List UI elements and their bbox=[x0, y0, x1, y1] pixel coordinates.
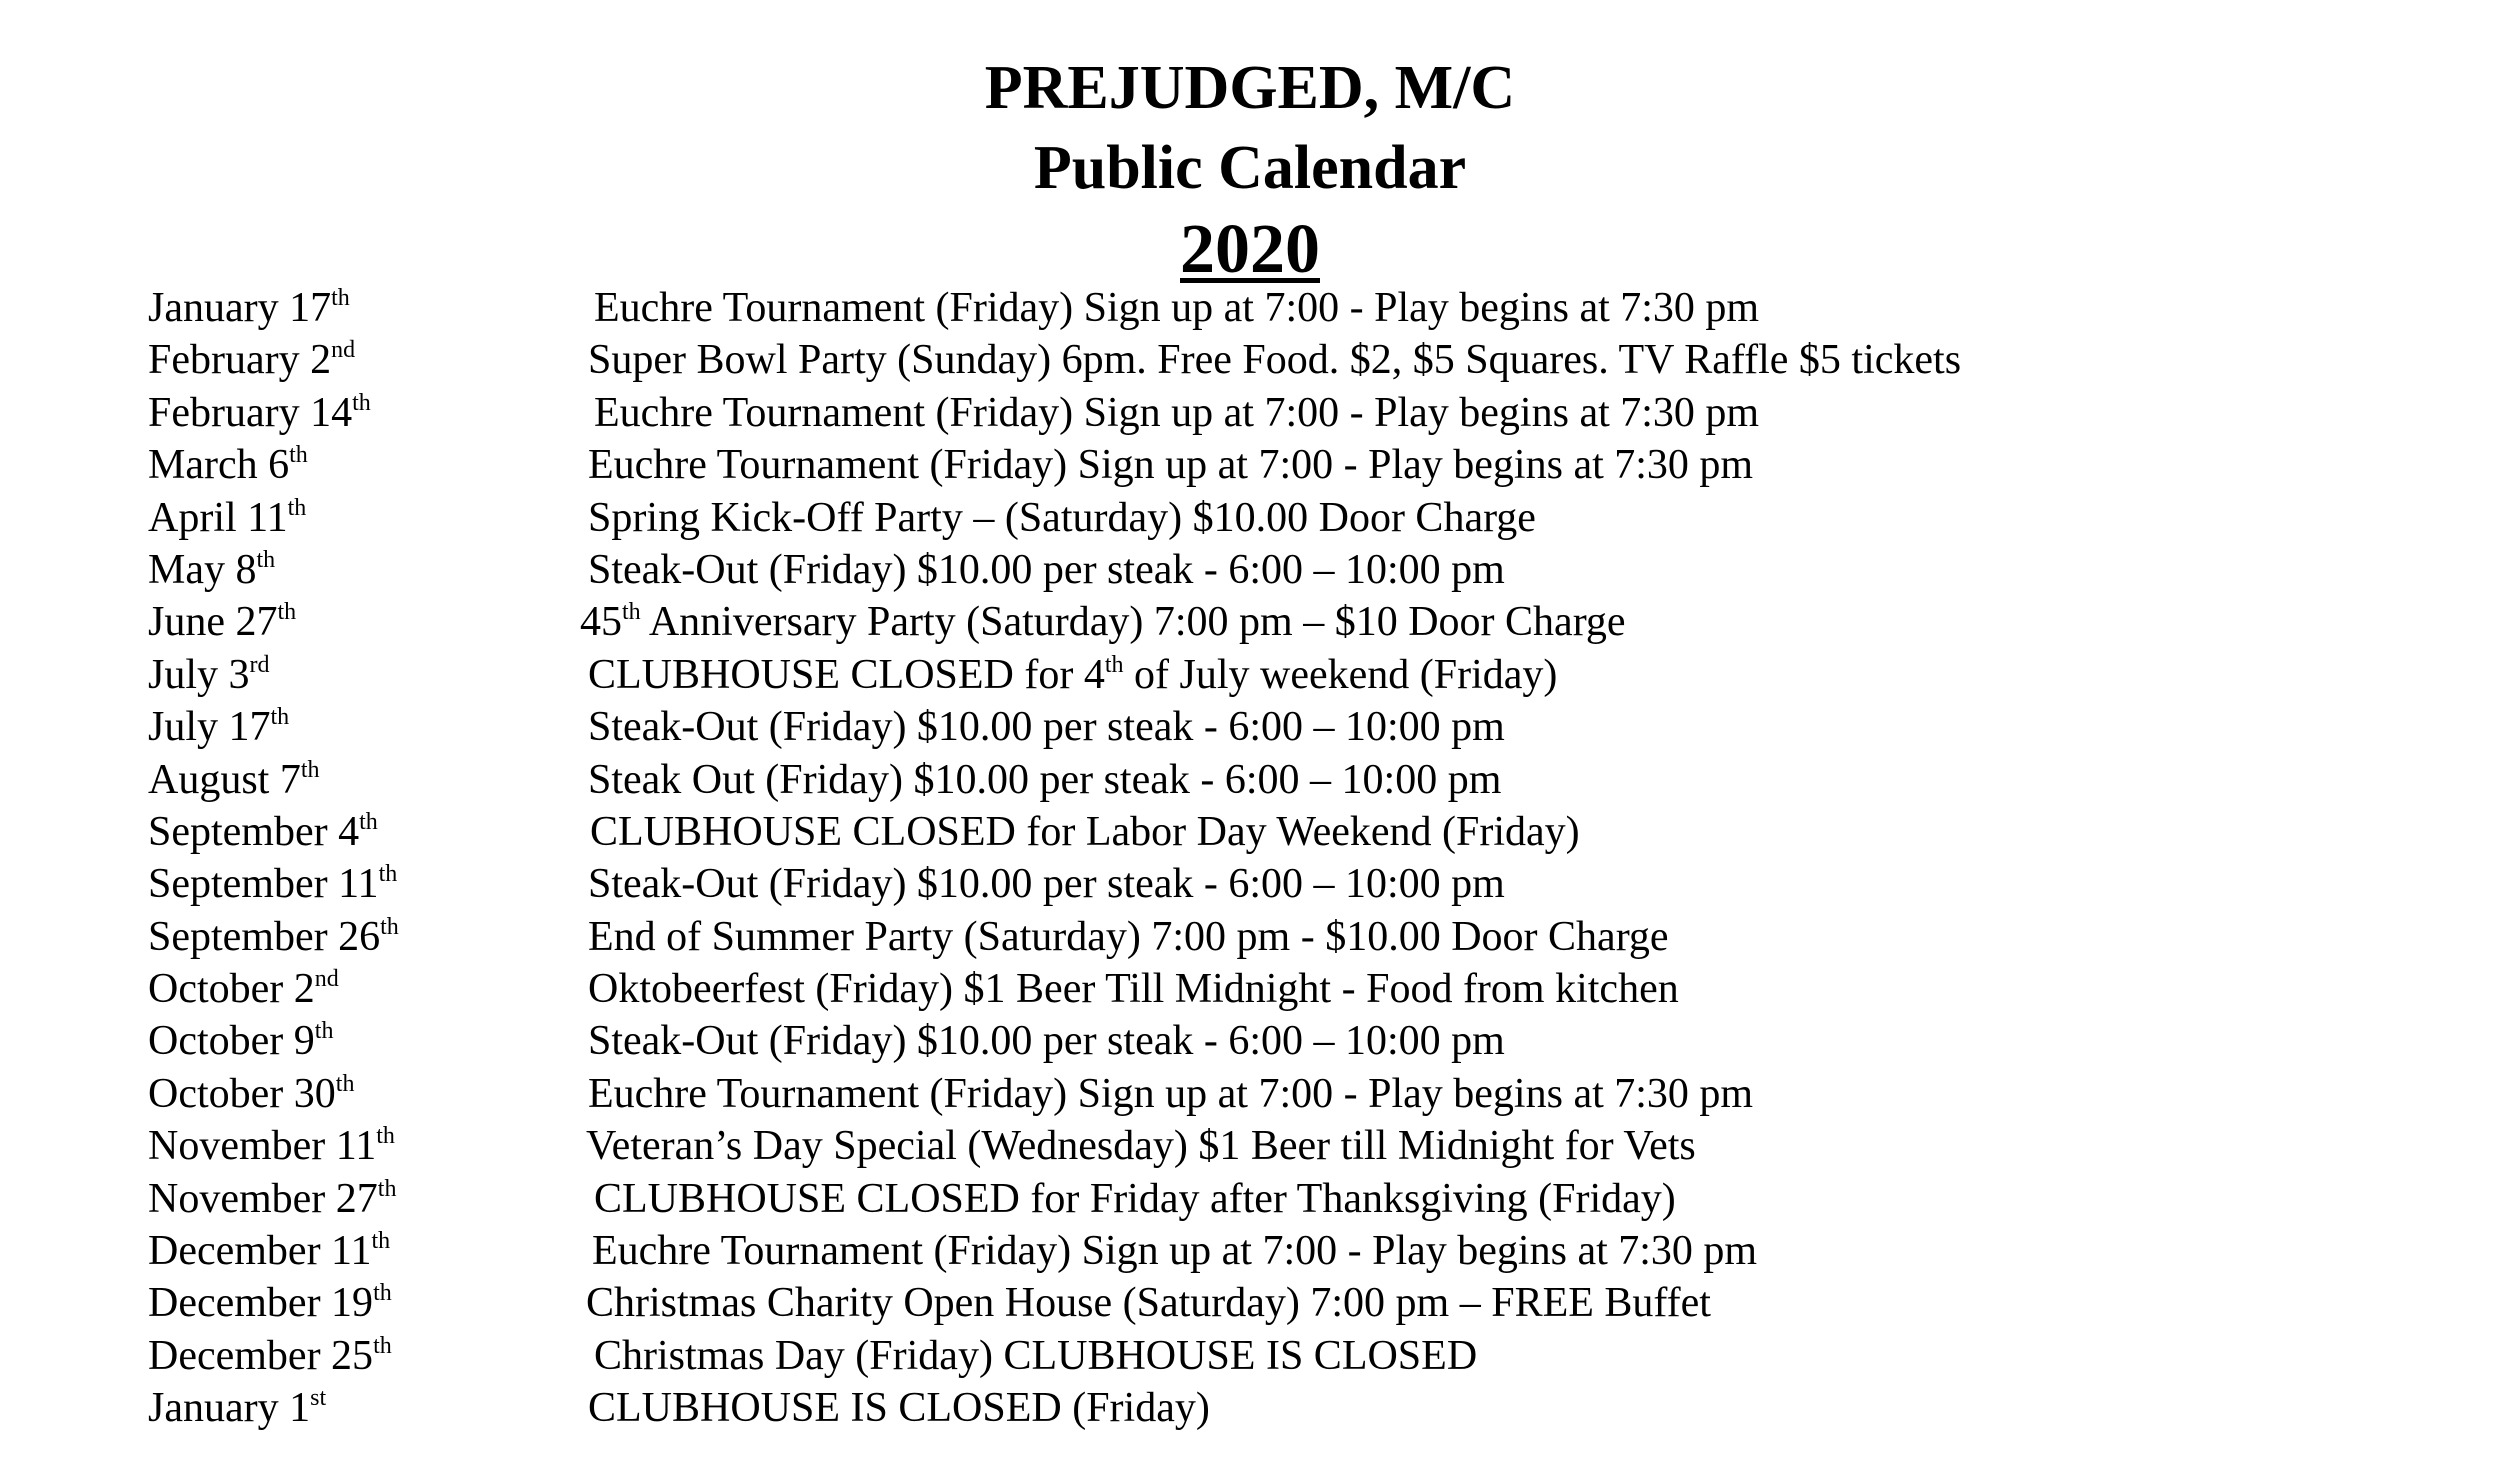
event-row bbox=[148, 387, 2448, 439]
event-row bbox=[148, 911, 2448, 963]
event-row bbox=[148, 439, 2448, 491]
event-description bbox=[586, 1120, 1696, 1172]
event-description-text: CLUBHOUSE IS CLOSED (Friday) bbox=[588, 1385, 1210, 1432]
event-date-text: September 26 bbox=[148, 913, 381, 960]
event-row bbox=[148, 492, 2448, 544]
event-date-text: September 11 bbox=[148, 861, 379, 908]
event-row bbox=[148, 1068, 2448, 1120]
event-description bbox=[592, 1225, 1757, 1277]
event-description bbox=[588, 701, 1505, 753]
event-date-text: July 3 bbox=[148, 651, 250, 698]
event-description-text: End of Summer Party (Saturday) 7:00 pm - $10.00 Door Charge bbox=[588, 913, 1669, 960]
event-description bbox=[588, 334, 1961, 386]
event-date-suffix: st bbox=[310, 1385, 327, 1412]
event-row bbox=[148, 754, 2448, 806]
event-row bbox=[148, 544, 2448, 596]
calendar-year: 2020 bbox=[1180, 211, 1320, 288]
event-description bbox=[586, 1277, 1711, 1329]
event-description-text: Euchre Tournament (Friday) Sign up at 7:00 - Play begins at 7:30 pm bbox=[588, 442, 1754, 489]
event-date-text: September 4 bbox=[148, 808, 360, 855]
event-date bbox=[148, 1277, 392, 1329]
event-date-suffix: th bbox=[378, 861, 398, 888]
event-date-text: March 6 bbox=[148, 442, 290, 489]
calendar-subtitle: Public Calendar bbox=[1033, 134, 1467, 202]
event-description-text: Spring Kick-Off Party – (Saturday) $10.00 Door Charge bbox=[588, 494, 1536, 541]
event-date-suffix: th bbox=[270, 704, 290, 731]
event-description bbox=[588, 911, 1669, 963]
event-date bbox=[148, 596, 296, 648]
calendar-header bbox=[0, 48, 2500, 292]
event-description-text: Veteran’s Day Special (Wednesday) $1 Beer till Midnight for Vets bbox=[586, 1123, 1696, 1170]
event-date-suffix: th bbox=[376, 1123, 395, 1150]
event-date-text: July 17 bbox=[148, 704, 271, 751]
event-date bbox=[148, 858, 397, 910]
event-description-text: Christmas Charity Open House (Saturday) 7:00 pm – FREE Buffet bbox=[586, 1280, 1711, 1327]
event-description bbox=[588, 492, 1536, 544]
event-date-suffix: th bbox=[373, 1280, 392, 1307]
event-description bbox=[594, 1173, 1676, 1225]
event-date bbox=[148, 649, 270, 701]
event-description bbox=[588, 1068, 1753, 1120]
event-row bbox=[148, 963, 2448, 1015]
event-description bbox=[594, 1330, 1477, 1382]
event-description-suffix: th bbox=[1104, 651, 1124, 678]
event-date-text: November 11 bbox=[148, 1123, 377, 1170]
event-date-suffix: th bbox=[373, 1332, 392, 1359]
event-date-suffix: th bbox=[289, 442, 308, 469]
event-date-suffix: rd bbox=[249, 651, 270, 678]
event-date bbox=[148, 754, 320, 806]
event-description bbox=[588, 858, 1505, 910]
event-date bbox=[148, 911, 399, 963]
event-date bbox=[148, 334, 355, 386]
event-row bbox=[148, 334, 2448, 386]
event-date-suffix: nd bbox=[331, 337, 356, 364]
event-date-text: June 27 bbox=[148, 599, 278, 646]
event-description bbox=[588, 754, 1501, 806]
event-date-suffix: th bbox=[377, 1175, 397, 1202]
event-date-text: October 30 bbox=[148, 1070, 336, 1117]
event-date-suffix: th bbox=[352, 389, 371, 416]
event-date-suffix: th bbox=[371, 1228, 391, 1255]
event-description-text: CLUBHOUSE CLOSED for Friday after Thanksgiving (Friday) bbox=[594, 1175, 1676, 1222]
event-description-text: CLUBHOUSE CLOSED for Labor Day Weekend (Friday) bbox=[590, 808, 1580, 855]
event-description bbox=[594, 282, 1759, 334]
event-description-text: CLUBHOUSE CLOSED for 4 bbox=[588, 651, 1105, 698]
event-row bbox=[148, 858, 2448, 910]
event-description bbox=[588, 1382, 1210, 1434]
event-description-text: Euchre Tournament (Friday) Sign up at 7:00 - Play begins at 7:30 pm bbox=[594, 389, 1760, 436]
event-date-text: October 9 bbox=[148, 1018, 315, 1065]
event-description bbox=[588, 544, 1505, 596]
event-date bbox=[148, 1015, 333, 1067]
event-row bbox=[148, 806, 2448, 858]
event-description bbox=[588, 439, 1753, 491]
event-date bbox=[148, 1382, 326, 1434]
event-row bbox=[148, 1277, 2448, 1329]
event-date-suffix: th bbox=[314, 1018, 334, 1045]
event-date-suffix: th bbox=[256, 546, 276, 573]
event-date-text: October 2 bbox=[148, 966, 315, 1013]
event-description-text: Christmas Day (Friday) CLUBHOUSE IS CLOSED bbox=[594, 1332, 1478, 1379]
event-row bbox=[148, 1120, 2448, 1172]
event-date bbox=[148, 1173, 396, 1225]
event-date bbox=[148, 387, 371, 439]
event-description bbox=[588, 649, 1557, 701]
event-row bbox=[148, 596, 2448, 648]
event-date-text: February 2 bbox=[148, 337, 332, 384]
event-row bbox=[148, 282, 2448, 334]
event-row bbox=[148, 649, 2448, 701]
event-date-text: December 11 bbox=[148, 1228, 372, 1275]
event-date bbox=[148, 806, 378, 858]
event-description bbox=[580, 596, 1626, 648]
event-date-text: January 1 bbox=[148, 1385, 311, 1432]
event-date bbox=[148, 439, 308, 491]
event-date bbox=[148, 544, 275, 596]
event-date-suffix: th bbox=[359, 808, 378, 835]
events-list bbox=[148, 282, 2448, 1435]
event-date bbox=[148, 1330, 392, 1382]
event-date-text: August 7 bbox=[148, 756, 301, 803]
event-date-text: November 27 bbox=[148, 1175, 378, 1222]
event-date-text: December 19 bbox=[148, 1280, 374, 1327]
event-date-suffix: th bbox=[287, 494, 307, 521]
event-description-text: 45 bbox=[580, 599, 622, 646]
event-date-suffix: th bbox=[380, 913, 399, 940]
event-description-text: Steak-Out (Friday) $10.00 per steak - 6:00 – 10:00 pm bbox=[588, 546, 1505, 593]
event-description-text: Steak-Out (Friday) $10.00 per steak - 6:00 – 10:00 pm bbox=[588, 861, 1505, 908]
event-description bbox=[594, 387, 1759, 439]
event-description-text: Steak-Out (Friday) $10.00 per steak - 6:00 – 10:00 pm bbox=[588, 704, 1505, 751]
event-description-text: Super Bowl Party (Sunday) 6pm. Free Food. $2, $5 Squares. TV Raffle $5 tickets bbox=[588, 337, 1962, 384]
event-description-text: Steak-Out (Friday) $10.00 per steak - 6:00 – 10:00 pm bbox=[588, 1018, 1505, 1065]
event-description-text: Euchre Tournament (Friday) Sign up at 7:00 - Play begins at 7:30 pm bbox=[592, 1228, 1758, 1275]
event-description bbox=[588, 1015, 1505, 1067]
event-date-suffix: th bbox=[300, 756, 320, 783]
event-date bbox=[148, 1068, 354, 1120]
event-date bbox=[148, 492, 306, 544]
event-row bbox=[148, 1015, 2448, 1067]
event-date bbox=[148, 1120, 395, 1172]
event-description bbox=[588, 963, 1679, 1015]
event-description-text: Euchre Tournament (Friday) Sign up at 7:00 - Play begins at 7:30 pm bbox=[588, 1070, 1754, 1117]
event-date-text: January 17 bbox=[148, 285, 332, 331]
event-date bbox=[148, 701, 289, 753]
event-row bbox=[148, 1330, 2448, 1382]
event-description-text: Anniversary Party (Saturday) 7:00 pm – $10 Door Charge bbox=[640, 599, 1626, 646]
event-description-text: Oktobeerfest (Friday) $1 Beer Till Midnight - Food from kitchen bbox=[588, 966, 1679, 1013]
event-date-text: April 11 bbox=[148, 494, 288, 541]
event-date bbox=[148, 282, 350, 334]
event-date bbox=[148, 963, 339, 1015]
event-row bbox=[148, 701, 2448, 753]
event-date bbox=[148, 1225, 390, 1277]
event-description-suffix: th bbox=[622, 599, 641, 626]
event-description-text: Euchre Tournament (Friday) Sign up at 7:00 - Play begins at 7:30 pm bbox=[594, 285, 1760, 331]
event-date-suffix: th bbox=[331, 285, 350, 311]
event-description-text: Steak Out (Friday) $10.00 per steak - 6:00 – 10:00 pm bbox=[588, 756, 1502, 803]
event-row bbox=[148, 1173, 2448, 1225]
event-date-suffix: th bbox=[335, 1070, 355, 1097]
event-date-suffix: nd bbox=[314, 966, 339, 993]
event-date-text: December 25 bbox=[148, 1332, 374, 1379]
event-date-text: May 8 bbox=[148, 546, 257, 593]
event-description-text: of July weekend (Friday) bbox=[1123, 651, 1558, 698]
org-title: PREJUDGED, M/C bbox=[984, 54, 1516, 122]
event-date-text: February 14 bbox=[148, 389, 353, 436]
event-row bbox=[148, 1225, 2448, 1277]
event-date-suffix: th bbox=[277, 599, 297, 626]
event-description bbox=[590, 806, 1580, 858]
event-row bbox=[148, 1382, 2448, 1434]
